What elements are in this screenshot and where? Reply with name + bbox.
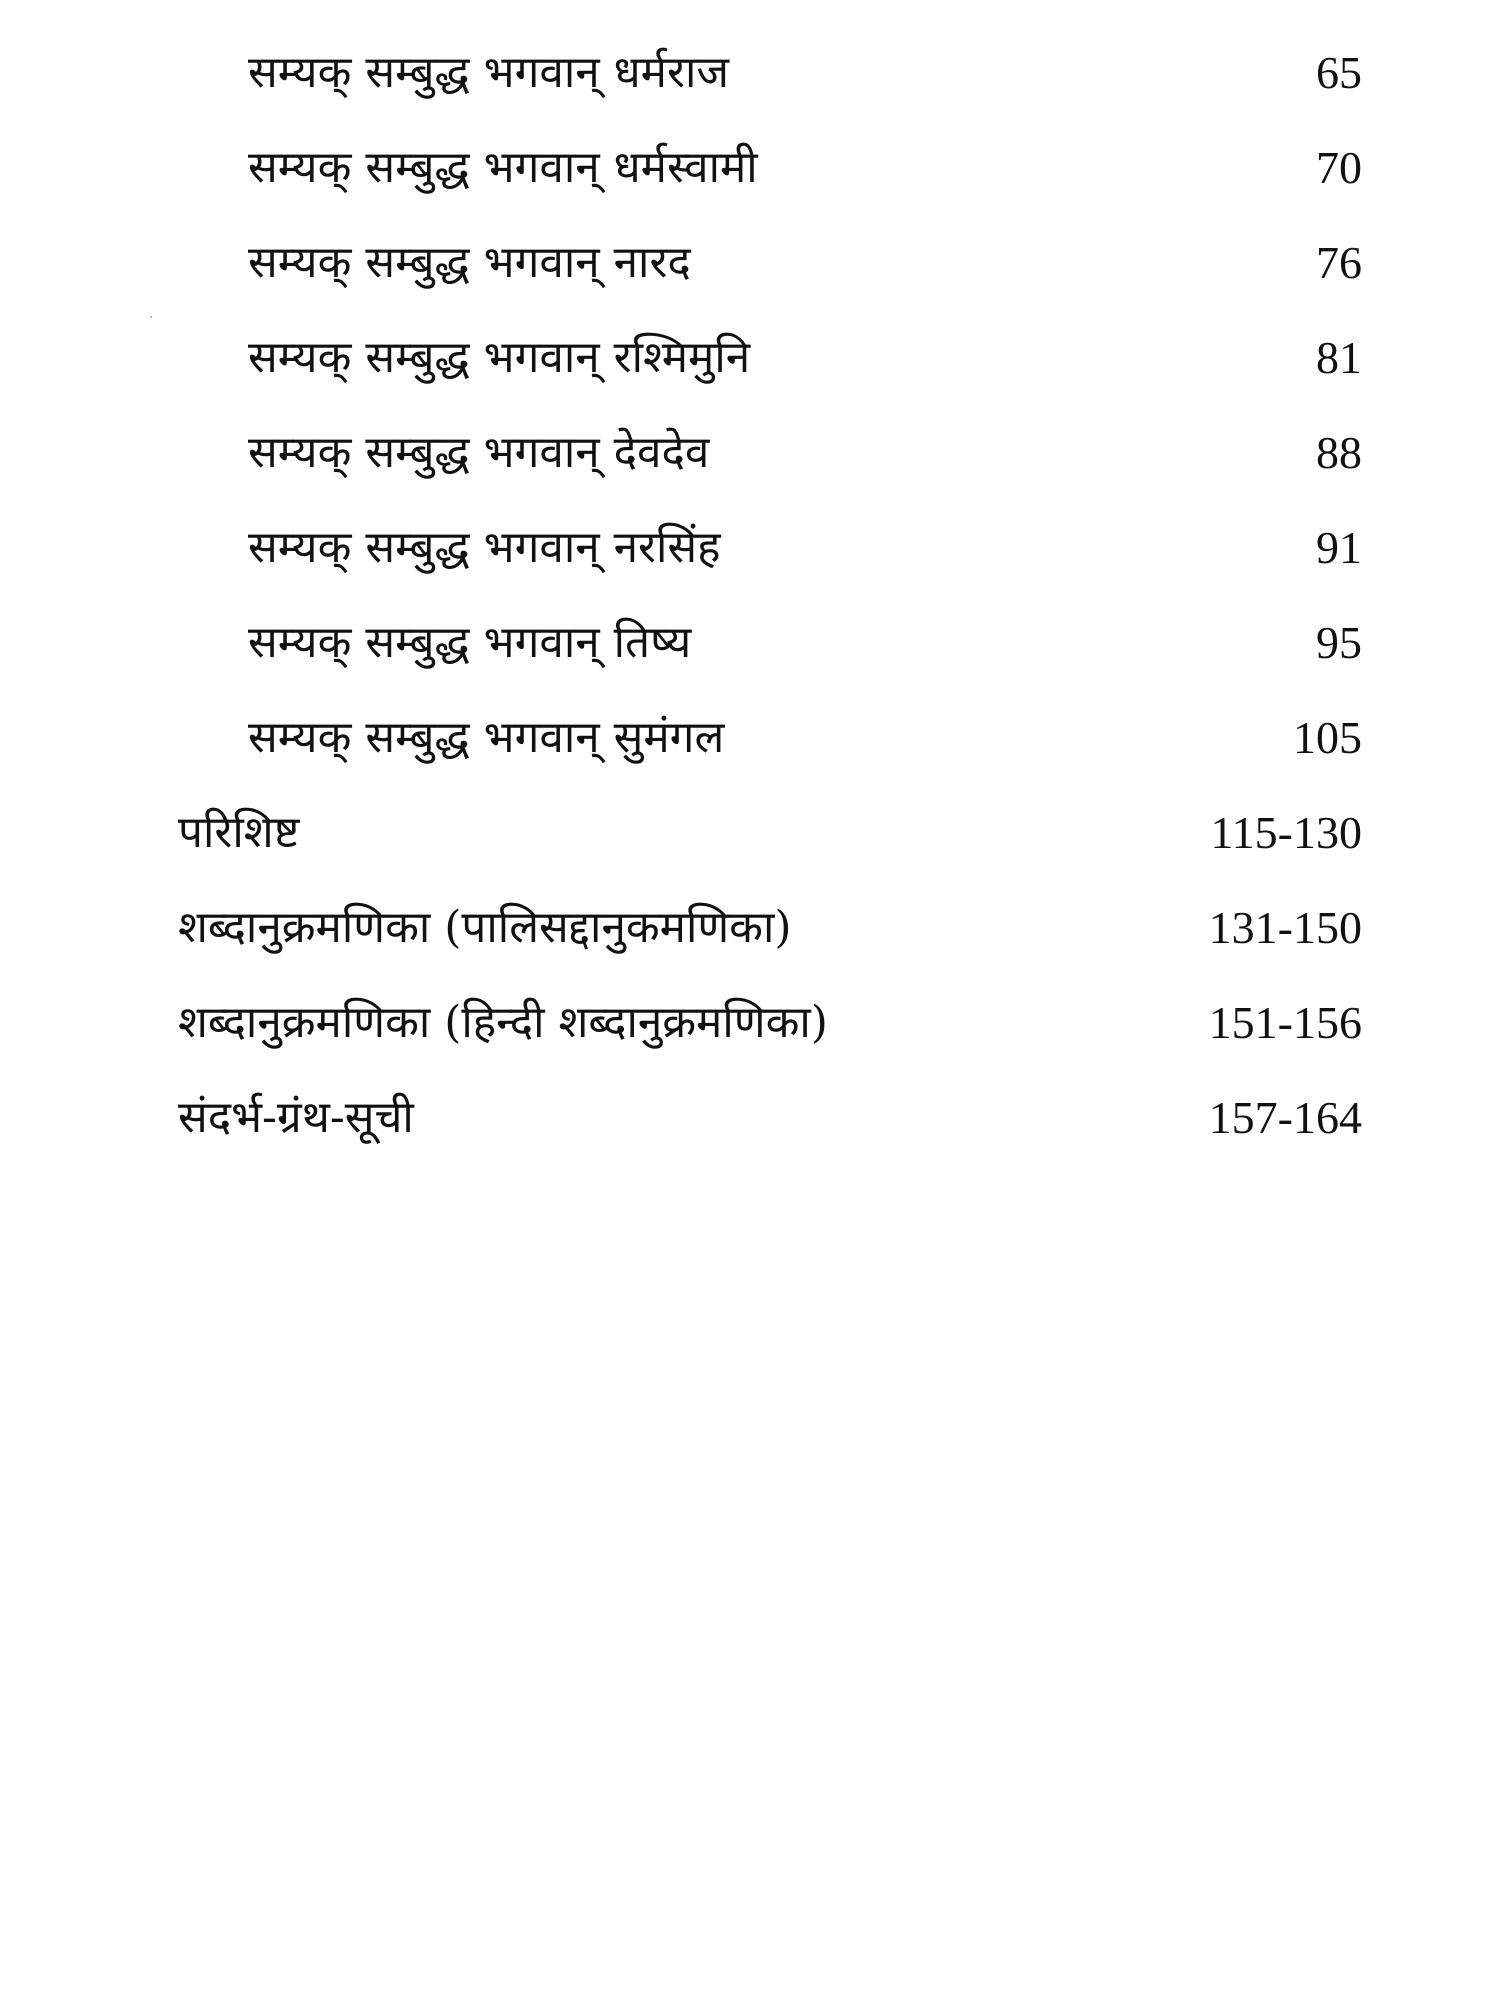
toc-entry-page: 65	[1316, 47, 1362, 98]
toc-entry-page: 131-150	[1208, 902, 1362, 953]
toc-entry	[0, 893, 1500, 963]
toc-entry	[0, 798, 1500, 868]
toc-entry	[0, 988, 1500, 1058]
toc-entry	[0, 608, 1500, 678]
toc-entry-page: 115-130	[1210, 807, 1362, 858]
toc-entry-title: शब्दानुक्रमणिका (पालिसद्दानुकमणिका)	[178, 902, 792, 953]
toc-entry-page: 91	[1316, 522, 1362, 573]
toc-entry-title: सम्यक् सम्बुद्ध भगवान् देवदेव	[248, 427, 710, 478]
toc-entry-title: संदर्भ-ग्रंथ-सूची	[178, 1092, 414, 1143]
toc-entry-title: सम्यक् सम्बुद्ध भगवान् नारद	[248, 237, 691, 288]
toc-entry	[0, 418, 1500, 488]
toc-entry-page: 70	[1316, 142, 1362, 193]
toc-entry-title: सम्यक् सम्बुद्ध भगवान् नरसिंह	[248, 522, 721, 573]
toc-entry	[0, 703, 1500, 773]
toc-entry-title: सम्यक् सम्बुद्ध भगवान् धर्मस्वामी	[248, 142, 758, 193]
toc-entry-title: शब्दानुक्रमणिका (हिन्दी शब्दानुक्रमणिका)	[178, 997, 828, 1048]
toc-entry	[0, 513, 1500, 583]
toc-entry-page: 76	[1316, 237, 1362, 288]
toc-entry-page: 151-156	[1208, 997, 1362, 1048]
toc-entry	[0, 228, 1500, 298]
toc-entry-title: परिशिष्ट	[178, 807, 300, 858]
toc-entry-title: सम्यक् सम्बुद्ध भगवान् धर्मराज	[248, 47, 730, 98]
toc-entry-page: 95	[1316, 617, 1362, 668]
toc-entry	[0, 323, 1500, 393]
toc-entry	[0, 133, 1500, 203]
scan-speck	[150, 316, 152, 318]
toc-entry-page: 81	[1316, 332, 1362, 383]
toc-entry-page: 157-164	[1208, 1092, 1362, 1143]
toc-entry	[0, 38, 1500, 108]
toc-entry-title: सम्यक् सम्बुद्ध भगवान् रश्मिमुनि	[248, 332, 751, 383]
toc-entry-page: 105	[1293, 712, 1362, 763]
toc-entry-title: सम्यक् सम्बुद्ध भगवान् सुमंगल	[248, 712, 725, 763]
toc-entry-title: सम्यक् सम्बुद्ध भगवान् तिष्य	[248, 617, 692, 668]
toc-entry	[0, 1083, 1500, 1153]
toc-entry-page: 88	[1316, 427, 1362, 478]
